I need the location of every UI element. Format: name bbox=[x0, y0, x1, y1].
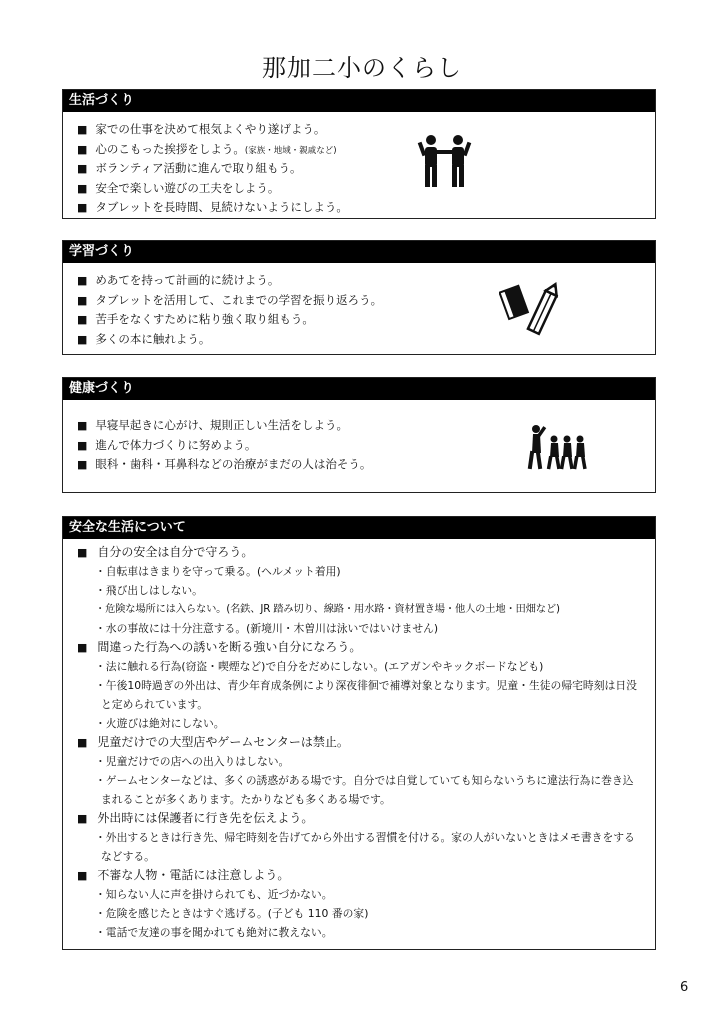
topic-line: ・火遊びは絶対にしない。 bbox=[95, 717, 225, 730]
list-item: ■ 多くの本に触れよう。 bbox=[77, 331, 211, 346]
list-item: ■ 眼科・歯科・耳鼻科などの治療がまだの人は治そう。 bbox=[77, 457, 372, 471]
children-holding-hands-icon bbox=[417, 134, 473, 190]
topic-line: ・危険な場所には入らない。(名鉄、JR 踏み切り、線路・用水路・資材置き場・他人の土地・田畑など) bbox=[95, 603, 560, 615]
section-life bbox=[62, 89, 656, 219]
list-item: ■ タブレットを活用して、これまでの学習を振り返ろう。 bbox=[77, 292, 383, 307]
topic-heading: ■ 不審な人物・電話には注意しよう。 bbox=[77, 868, 290, 882]
section-heading: 生活づくり bbox=[63, 90, 655, 112]
list-item: ■ 家での仕事を決めて根気よくやり遂げよう。 bbox=[77, 122, 326, 136]
topic-line: ・水の事故には十分注意する。(新境川・木曽川は泳いではいけません) bbox=[95, 622, 439, 635]
topic-line: ・外出するときは行き先、帰宅時刻を告げてから外出する習慣を付ける。家の人がいないときはメモ書きをするなどする。 bbox=[95, 831, 635, 863]
section-health bbox=[62, 377, 656, 493]
section-study bbox=[62, 240, 656, 355]
section-heading: 安全な生活について bbox=[63, 517, 655, 539]
list-item: ■ タブレットを長時間、見続けないようにしよう。 bbox=[77, 200, 348, 214]
book-and-pencil-icon bbox=[499, 281, 559, 343]
topic-line: ・自転車はきまりを守って乗る。(ヘルメット着用) bbox=[95, 565, 341, 578]
page-title: 那加二小のくらし bbox=[262, 54, 462, 82]
section-safety bbox=[62, 516, 656, 950]
topic-line: ・電話で友達の事を聞かれても絶対に教えない。 bbox=[95, 926, 333, 939]
list-item: ■ 早寝早起きに心がけ、規則正しい生活をしよう。 bbox=[77, 418, 348, 432]
people-exercising-icon bbox=[527, 423, 587, 473]
list-item: ■ 安全で楽しい遊びの工夫をしよう。 bbox=[77, 180, 280, 195]
topic-line: ・法に触れる行為(窃盗・喫煙など)で自分をだめにしない。(エアガンやキックボードなども) bbox=[95, 660, 544, 673]
list-item: ■ 進んで体力づくりに努めよう。 bbox=[77, 437, 257, 452]
list-item: ■ 心のこもった挨拶をしよう。(家族・地域・親戚など) bbox=[77, 141, 337, 156]
section-heading: 学習づくり bbox=[63, 241, 655, 263]
list-item: ■ 苦手をなくすために粘り強く取り組もう。 bbox=[77, 312, 314, 326]
list-item: ■ ボランティア活動に進んで取り組もう。 bbox=[77, 161, 302, 175]
topic-line: ・危険を感じたときはすぐ逃げる。(子ども 110 番の家) bbox=[95, 907, 369, 920]
topic-heading: ■ 自分の安全は自分で守ろう。 bbox=[77, 545, 254, 559]
section-heading: 健康づくり bbox=[63, 378, 655, 400]
topic-line: ・知らない人に声を掛けられても、近づかない。 bbox=[95, 888, 333, 901]
topic-line: ・飛び出しはしない。 bbox=[95, 584, 203, 597]
topic-line: ・児童だけでの店への出入りはしない。 bbox=[95, 755, 290, 768]
topic-heading: ■ 外出時には保護者に行き先を伝えよう。 bbox=[77, 811, 314, 825]
list-item: ■ めあてを持って計画的に続けよう。 bbox=[77, 273, 280, 287]
topic-line: ・午後10時過ぎの外出は、青少年育成条例により深夜徘徊で補導対象となります。児童・生徒の帰宅時刻は日没と定められています。 bbox=[95, 679, 637, 711]
topic-heading: ■ 児童だけでの大型店やゲームセンターは禁止。 bbox=[77, 735, 349, 749]
page-number: 6 bbox=[680, 980, 689, 995]
topic-heading: ■ 間違った行為への誘いを断る強い自分になろう。 bbox=[77, 640, 362, 654]
topic-line: ・ゲームセンターなどは、多くの誘惑がある場です。自分では自覚していても知らないうちに違法行為に巻き込まれることが多くあります。たかりなども多くある場です。 bbox=[95, 774, 634, 806]
